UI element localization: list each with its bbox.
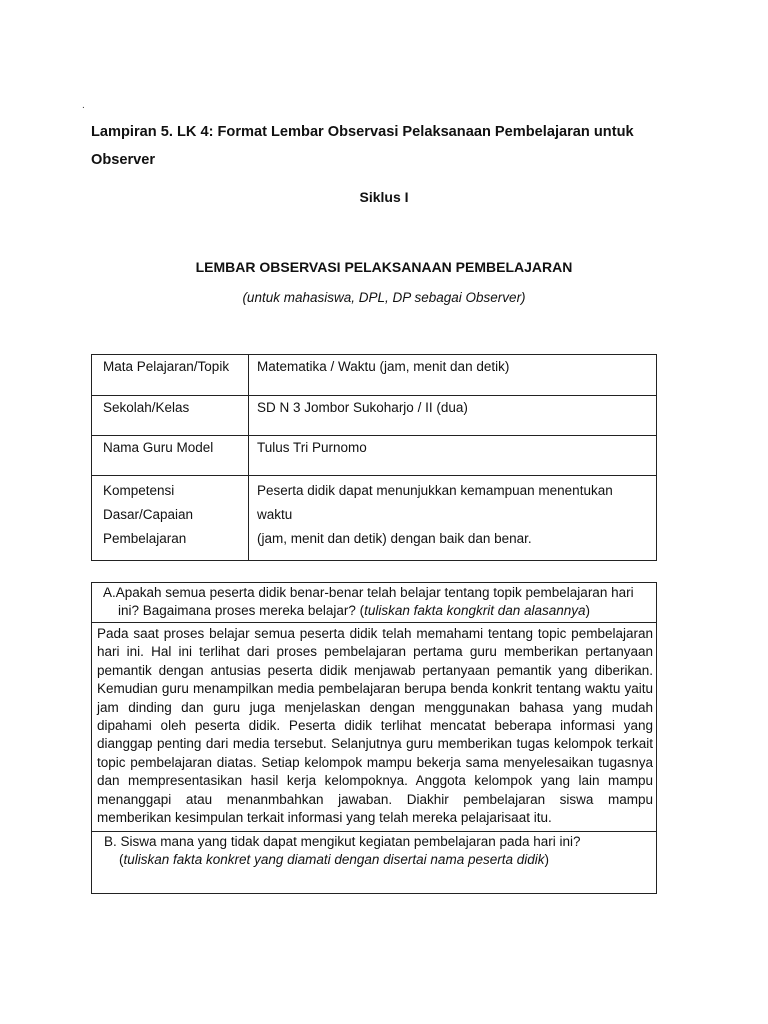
row-label: Sekolah/Kelas <box>92 396 249 436</box>
appendix-heading-line2: Observer <box>91 152 156 168</box>
row-value-line: (jam, menit dan detik) dengan baik dan benar. <box>257 531 532 546</box>
row-value-line: Peserta didik dapat menunjukkan kemampuan menentukan waktu <box>257 483 613 522</box>
stray-mark: . <box>82 100 85 111</box>
question-a-line2 <box>103 602 648 620</box>
row-label-line: Dasar/Capaian <box>103 507 194 522</box>
row-value: SD N 3 Jombor Sukoharjo / II (dua) <box>249 396 657 436</box>
row-label: Nama Guru Model <box>92 436 249 476</box>
identity-table <box>91 354 657 561</box>
cycle-label: Siklus I <box>359 189 409 205</box>
question-a-line1: A.Apakah semua peserta didik benar-benar telah belajar tentang topik pembelajaran hari <box>103 585 634 600</box>
question-a-instruction: tuliskan fakta kongkrit dan alasannya <box>364 603 586 618</box>
question-a-close: ) <box>585 603 591 618</box>
appendix-heading-line1: Lampiran 5. LK 4: Format Lembar Observasi Pelaksanaan Pembelajaran untuk <box>91 124 634 140</box>
row-label-line: Kompetensi <box>103 483 175 498</box>
question-b-instruction: tuliskan fakta konkret yang diamati dengan disertai nama peserta didik <box>123 852 545 868</box>
row-value: Matematika / Waktu (jam, menit dan detik) <box>249 355 657 396</box>
appendix-heading <box>91 118 671 174</box>
question-a <box>92 583 656 623</box>
answer-a: Pada saat proses belajar semua peserta didik telah memahami tentang topic pembelajaran hari ini. Hal ini terlihat dari proses pembelajaran pertama guru memberikan pertanyaan pemantik dengan antusias peserta didik menjawab pertanyaan pemantik yang diberikan. Kemudian guru menampilkan media pembelajaran berupa benda konkrit tentang waktu yaitu jam dinding dan guru juga menjelaskan dengan menggunakan bahasa yang mudah dipahami oleh peserta didik. Peserta didik terlihat mencatat beberapa informasi yang dianggap penting dari media tersebut. Selanjutnya guru memberikan tugas kelompok terkait topic pembelajaran diatas. Setiap kelompok mampu bekerja sama menyelesaikan tugasnya dan mempresentasikan hasil kerja kelompoknya. Anggota kelompok yang lain mampu menanggapi atau menanmbahkan jawaban. Diakhir pembelajaran siswa mampu memberikan kesimpulan terkait informasi yang telah mereka pelajarisaat itu. <box>92 623 656 832</box>
row-value <box>249 476 657 561</box>
question-b-line2 <box>104 851 648 869</box>
row-label <box>92 476 249 561</box>
row-label-line: Pembelajaran <box>103 531 187 546</box>
question-a-text: ini? Bagaimana proses mereka belajar? ( <box>118 603 365 618</box>
table-row <box>92 436 657 476</box>
row-label: Mata Pelajaran/Topik <box>92 355 249 396</box>
table-row <box>92 396 657 436</box>
question-b-open: ( <box>119 852 124 868</box>
question-b-line1: B. Siswa mana yang tidak dapat mengikut kegiatan pembelajaran pada hari ini? <box>104 834 581 850</box>
question-b-close: ) <box>544 852 549 868</box>
question-b <box>92 832 656 893</box>
observation-questions <box>91 582 657 894</box>
table-row <box>92 355 657 396</box>
table-row <box>92 476 657 561</box>
form-subtitle: (untuk mahasiswa, DPL, DP sebagai Observer) <box>242 290 526 305</box>
form-title: LEMBAR OBSERVASI PELAKSANAAN PEMBELAJARAN <box>195 259 573 275</box>
row-value: Tulus Tri Purnomo <box>249 436 657 476</box>
